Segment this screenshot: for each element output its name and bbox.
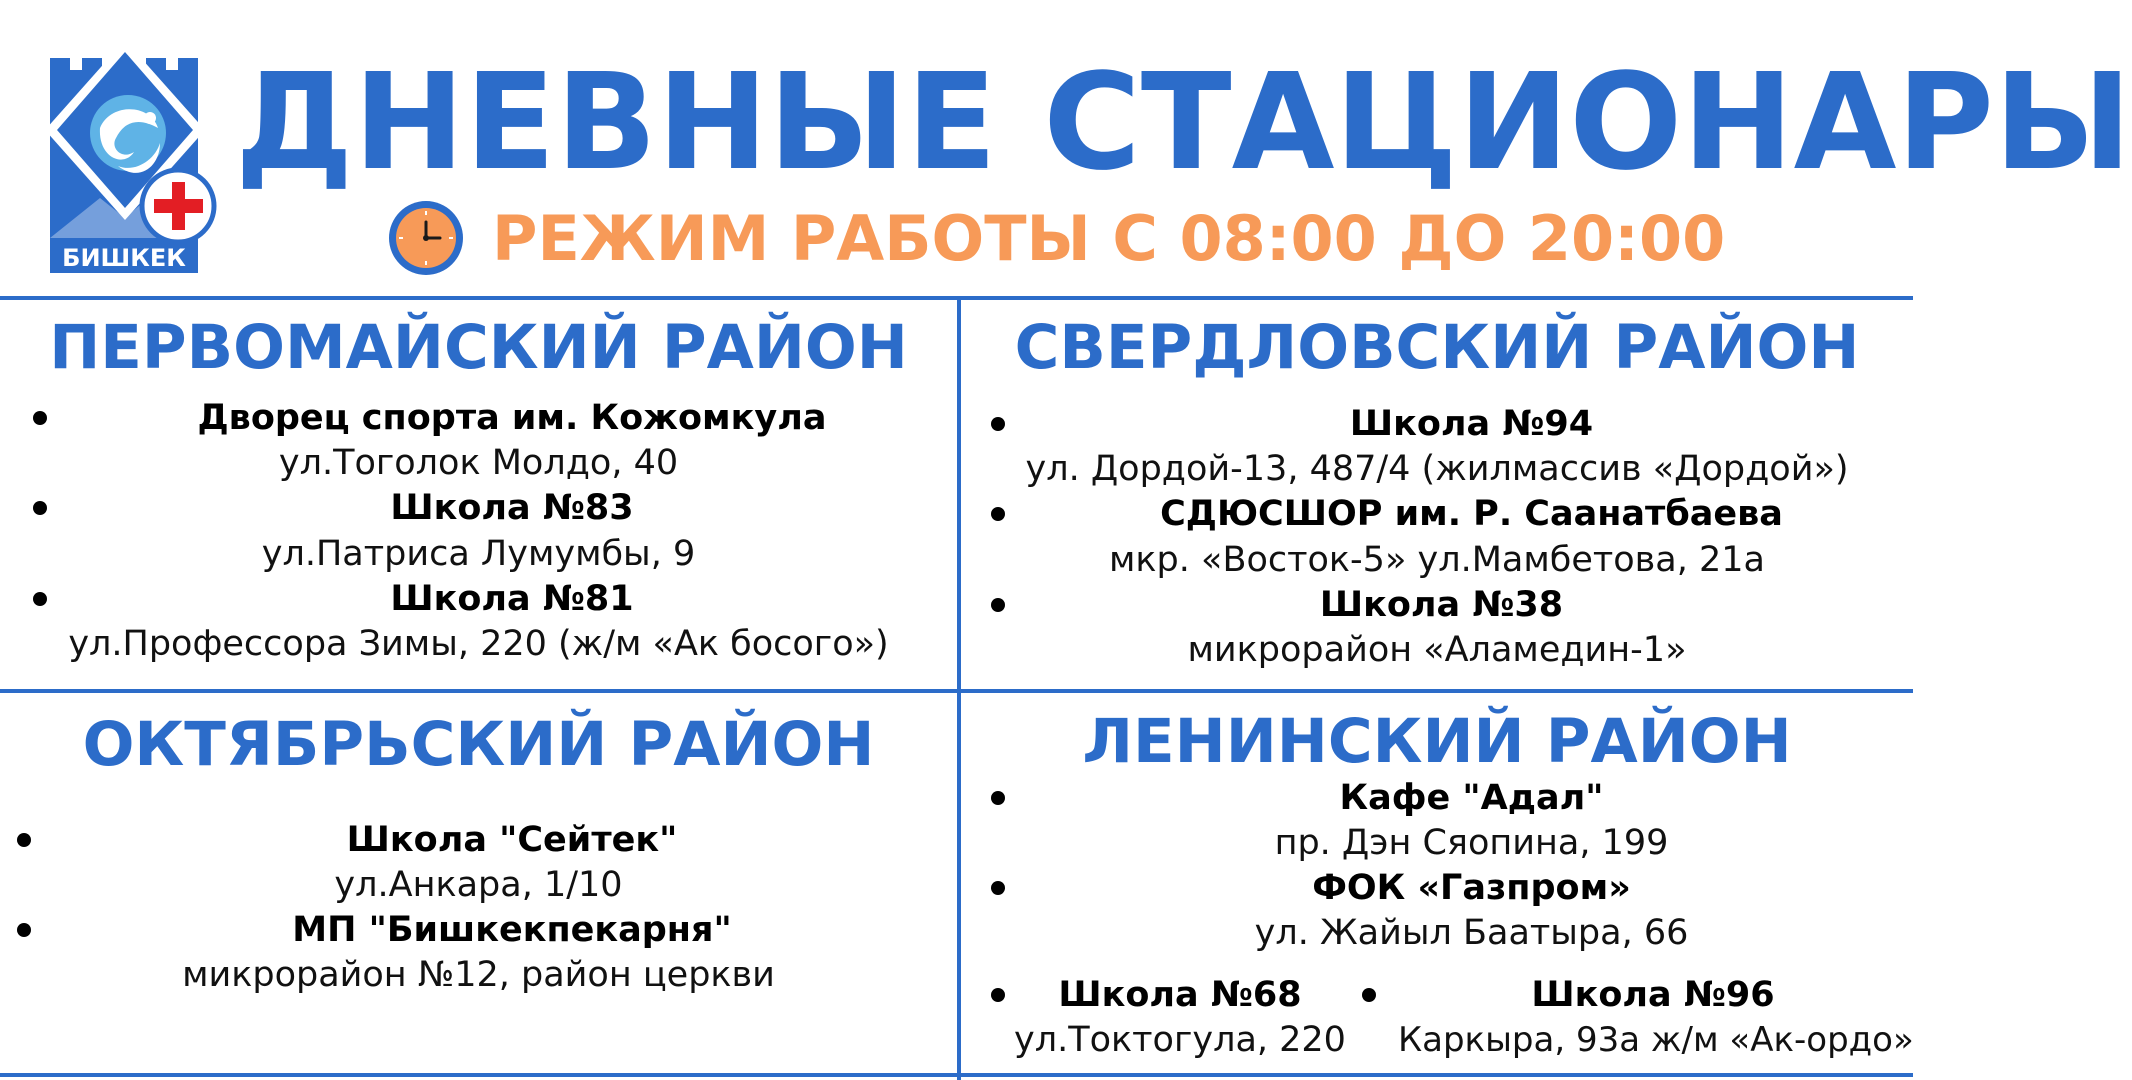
facility-name: Школа №96 bbox=[1531, 975, 1775, 1015]
district-title: ПЕРВОМАЙСКИЙ РАЙОН bbox=[49, 312, 908, 383]
logo-text: БИШКЕК bbox=[62, 244, 186, 272]
bullet-icon bbox=[33, 592, 47, 606]
bullet-icon bbox=[991, 988, 1005, 1002]
bullet-icon bbox=[17, 923, 31, 937]
facility-name: СДЮСШОР им. Р. Саанатбаева bbox=[1160, 494, 1783, 534]
facility-address: микрорайон «Аламедин-1» bbox=[1187, 630, 1687, 670]
facility-address: ул. Жайыл Баатыра, 66 bbox=[1254, 913, 1689, 953]
facility-address: микрорайон №12, район церкви bbox=[182, 955, 775, 995]
working-hours: РЕЖИМ РАБОТЫ С 08:00 ДО 20:00 bbox=[492, 202, 1726, 275]
bullet-icon bbox=[1362, 988, 1376, 1002]
bullet-icon bbox=[991, 417, 1005, 431]
facility-name: Школа №38 bbox=[1319, 585, 1564, 625]
facility-address: пр. Дэн Сяопина, 199 bbox=[1274, 823, 1669, 863]
facility-name: Кафе "Адал" bbox=[1339, 778, 1604, 818]
facility-address: ул.Профессора Зимы, 220 (ж/м «Ак босого») bbox=[68, 624, 889, 664]
facility-name: Школа №94 bbox=[1349, 404, 1594, 444]
bullet-icon bbox=[991, 791, 1005, 805]
facility-name: Школа №83 bbox=[390, 488, 634, 528]
bishkek-emblem-icon bbox=[30, 48, 220, 273]
district-title: ЛЕНИНСКИЙ РАЙОН bbox=[1082, 706, 1792, 777]
facility-address: ул.Тоголок Молдо, 40 bbox=[278, 443, 679, 483]
clock-icon bbox=[388, 200, 464, 276]
facility-name: ФОК «Газпром» bbox=[1312, 868, 1631, 908]
facility-name: МП "Бишкекпекарня" bbox=[292, 910, 732, 950]
facility-address: ул.Патриса Лумумбы, 9 bbox=[261, 534, 696, 574]
bullet-icon bbox=[33, 411, 47, 425]
facility-name: Школа "Сейтек" bbox=[346, 820, 678, 860]
facility-address: Каркыра, 93а ж/м «Ак-ордо» bbox=[1398, 1020, 1914, 1060]
facility-address: мкр. «Восток-5» ул.Мамбетова, 21а bbox=[1109, 540, 1765, 580]
divider-vertical bbox=[957, 298, 961, 1080]
district-title: ОКТЯБРЬСКИЙ РАЙОН bbox=[82, 709, 875, 780]
facility-address: ул.Токтогула, 220 bbox=[1014, 1020, 1346, 1060]
facility-name: Школа №68 bbox=[1058, 975, 1302, 1015]
facility-name: Школа №81 bbox=[390, 579, 634, 619]
page-title: ДНЕВНЫЕ СТАЦИОНАРЫ bbox=[235, 46, 2132, 200]
bullet-icon bbox=[991, 881, 1005, 895]
bullet-icon bbox=[33, 501, 47, 515]
bullet-icon bbox=[991, 507, 1005, 521]
facility-address: ул. Дордой-13, 487/4 (жилмассив «Дордой») bbox=[1025, 449, 1849, 489]
facility-name: Дворец спорта им. Кожомкула bbox=[197, 398, 827, 438]
bullet-icon bbox=[17, 833, 31, 847]
district-title: СВЕРДЛОВСКИЙ РАЙОН bbox=[1014, 312, 1860, 383]
facility-address: ул.Анкара, 1/10 bbox=[334, 865, 623, 905]
